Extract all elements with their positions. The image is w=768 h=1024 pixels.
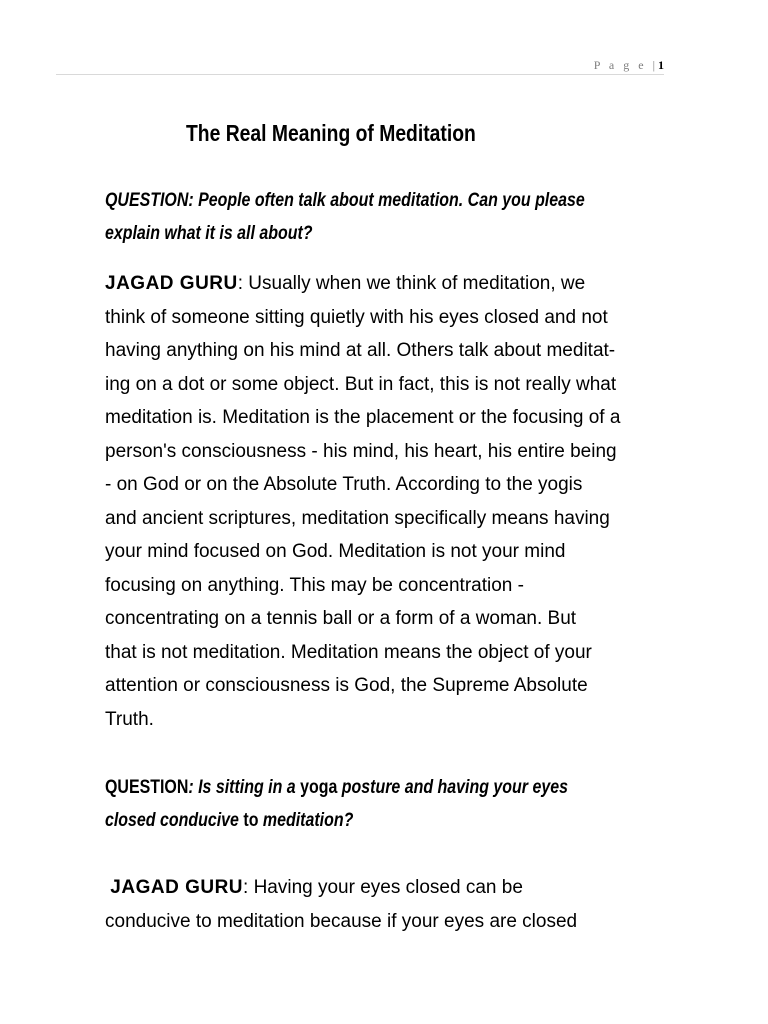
question-1-line-2: explain what it is all about?: [105, 223, 313, 244]
answer-1-line: ing on a dot or some object. But in fact, this is not really what: [105, 373, 617, 395]
answer-1-line: and ancient scriptures, meditation specifically means having: [105, 507, 610, 529]
page-number: 1: [658, 58, 664, 72]
page-separator: |: [652, 58, 658, 72]
answer-1-line: : Usually when we think of meditation, we: [237, 273, 586, 294]
answer-1-line: - on God or on the Absolute Truth. According to the yogis: [105, 474, 583, 495]
answer-1-line: having anything on his mind at all. Others talk about meditat-: [105, 340, 616, 361]
question-2-text: meditation?: [258, 810, 354, 831]
answer-2-line-2: conducive to meditation because if your eyes are closed: [105, 910, 578, 932]
question-1: [105, 184, 643, 250]
answer-2-speaker: JAGAD GURU: [110, 877, 244, 898]
question-2-label: QUESTION: [105, 777, 189, 798]
question-2-text: : Is sitting in a: [188, 777, 301, 798]
question-2-yoga: yoga: [300, 777, 338, 798]
document-title: The Real Meaning of Meditation: [186, 120, 476, 146]
answer-1-line: focusing on anything. This may be concentration -: [105, 574, 524, 596]
page-label: P a g e: [593, 58, 647, 72]
question-2: [105, 771, 609, 837]
answer-1-line: meditation is. Meditation is the placement or the focusing of a: [105, 407, 621, 428]
answer-2-line-1: : Having your eyes closed can be: [243, 877, 523, 898]
question-2-text: posture and having your eyes: [337, 777, 568, 798]
answer-1-line: person's consciousness - his mind, his heart, his entire being: [105, 440, 617, 462]
page-number-label: [594, 58, 664, 73]
question-2-text: closed conducive: [105, 810, 244, 831]
question-1-line-1: QUESTION: People often talk about meditation. Can you please: [105, 190, 585, 211]
question-2-to: to: [243, 810, 259, 831]
answer-1-line: your mind focused on God. Meditation is not your mind: [105, 541, 566, 562]
page-header: [56, 52, 664, 75]
answer-1-speaker: JAGAD GURU: [105, 273, 238, 294]
answer-1-line: concentrating on a tennis ball or a form of a woman. But: [105, 608, 577, 629]
answer-1-line: attention or consciousness is God, the Supreme Absolute: [105, 675, 588, 696]
answer-1-line: that is not meditation. Meditation means the object of your: [105, 641, 592, 663]
answer-1-line: think of someone sitting quietly with his eyes closed and not: [105, 306, 608, 328]
answer-1-line: Truth.: [105, 708, 154, 730]
answer-2: [105, 871, 645, 938]
answer-1: [105, 267, 645, 736]
